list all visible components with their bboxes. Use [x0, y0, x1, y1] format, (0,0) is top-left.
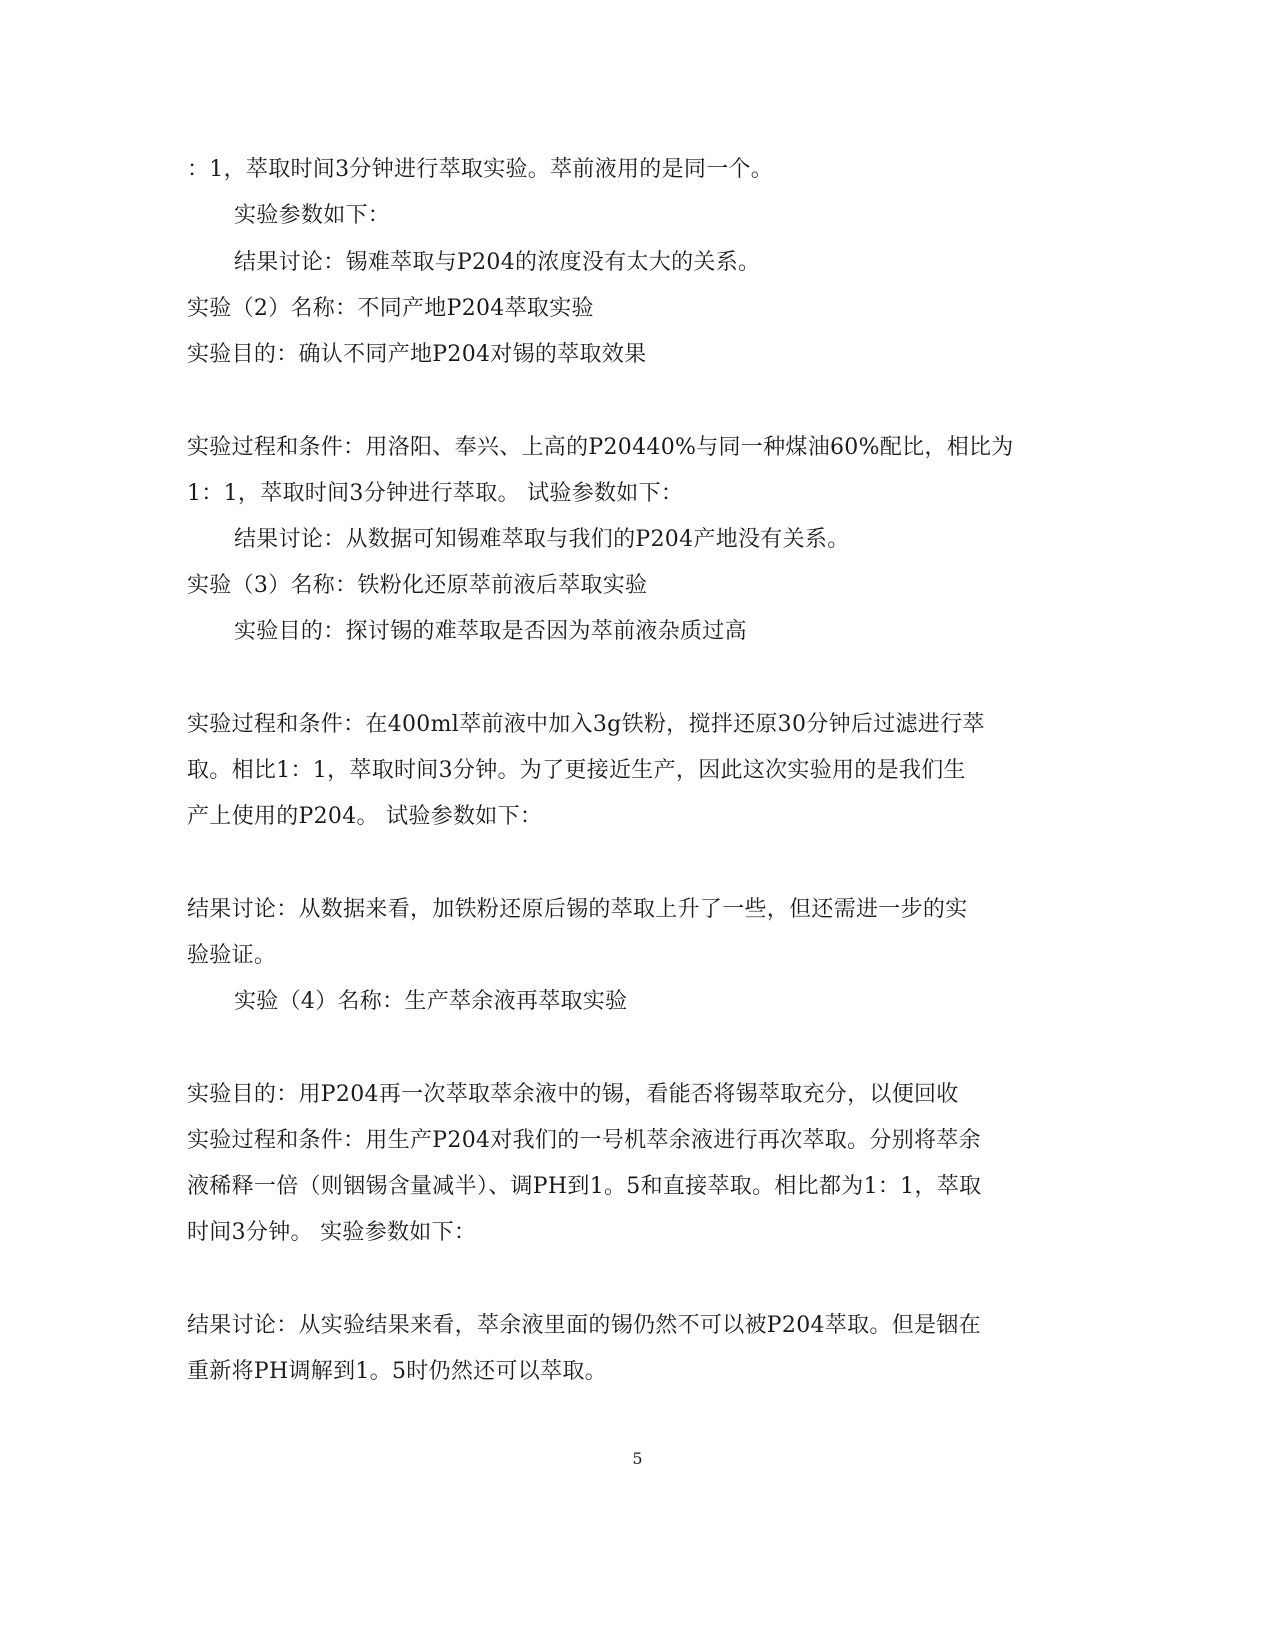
- text-line: 实验过程和条件：在400ml萃前液中加入3g铁粉，搅拌还原30分钟后过滤进行萃: [187, 712, 985, 737]
- text-line: 取。相比1：1，萃取时间3分钟。为了更接近生产，因此这次实验用的是我们生: [187, 758, 966, 783]
- text-line: 实验目的：确认不同产地P204对锡的萃取效果: [187, 342, 647, 367]
- text-line: ：1，萃取时间3分钟进行萃取实验。萃前液用的是同一个。: [187, 157, 774, 182]
- text-line: 实验过程和条件：用生产P204对我们的一号机萃余液进行再次萃取。分别将萃余: [187, 1128, 981, 1153]
- text-line: 实验参数如下：: [234, 203, 391, 228]
- text-line: 实验目的：用P204再一次萃取萃余液中的锡，看能否将锡萃取充分，以便回收: [187, 1082, 959, 1107]
- section-heading: 实验（3）名称：铁粉化还原萃前液后萃取实验: [187, 573, 648, 598]
- text-line: 实验过程和条件：用洛阳、奉兴、上高的P20440%与同一种煤油60%配比，相比为: [187, 435, 1014, 460]
- text-line: 1：1，萃取时间3分钟进行萃取。 试验参数如下：: [187, 481, 684, 506]
- section-heading: 实验（2）名称：不同产地P204萃取实验: [187, 296, 594, 321]
- text-line: 重新将PH调解到1。5时仍然还可以萃取。: [187, 1359, 607, 1384]
- text-line: 液稀释一倍（则铟锡含量减半）、调PH到1。5和直接萃取。相比都为1：1，萃取: [187, 1174, 982, 1199]
- text-line: 验验证。: [187, 943, 277, 968]
- text-line: 产上使用的P204。 试验参数如下：: [187, 804, 543, 829]
- text-line: 时间3分钟。 实验参数如下：: [187, 1220, 477, 1245]
- text-line: 结果讨论：从数据来看，加铁粉还原后锡的萃取上升了一些，但还需进一步的实: [187, 897, 968, 922]
- page-number: 5: [632, 1449, 643, 1468]
- section-heading: 实验（4）名称：生产萃余液再萃取实验: [234, 989, 628, 1014]
- text-line: 结果讨论：从数据可知锡难萃取与我们的P204产地没有关系。: [234, 527, 850, 552]
- text-line: 结果讨论：从实验结果来看，萃余液里面的锡仍然不可以被P204萃取。但是铟在: [187, 1313, 981, 1338]
- text-line: 结果讨论：锡难萃取与P204的浓度没有太大的关系。: [234, 250, 761, 275]
- text-line: 实验目的：探讨锡的难萃取是否因为萃前液杂质过高: [234, 619, 747, 644]
